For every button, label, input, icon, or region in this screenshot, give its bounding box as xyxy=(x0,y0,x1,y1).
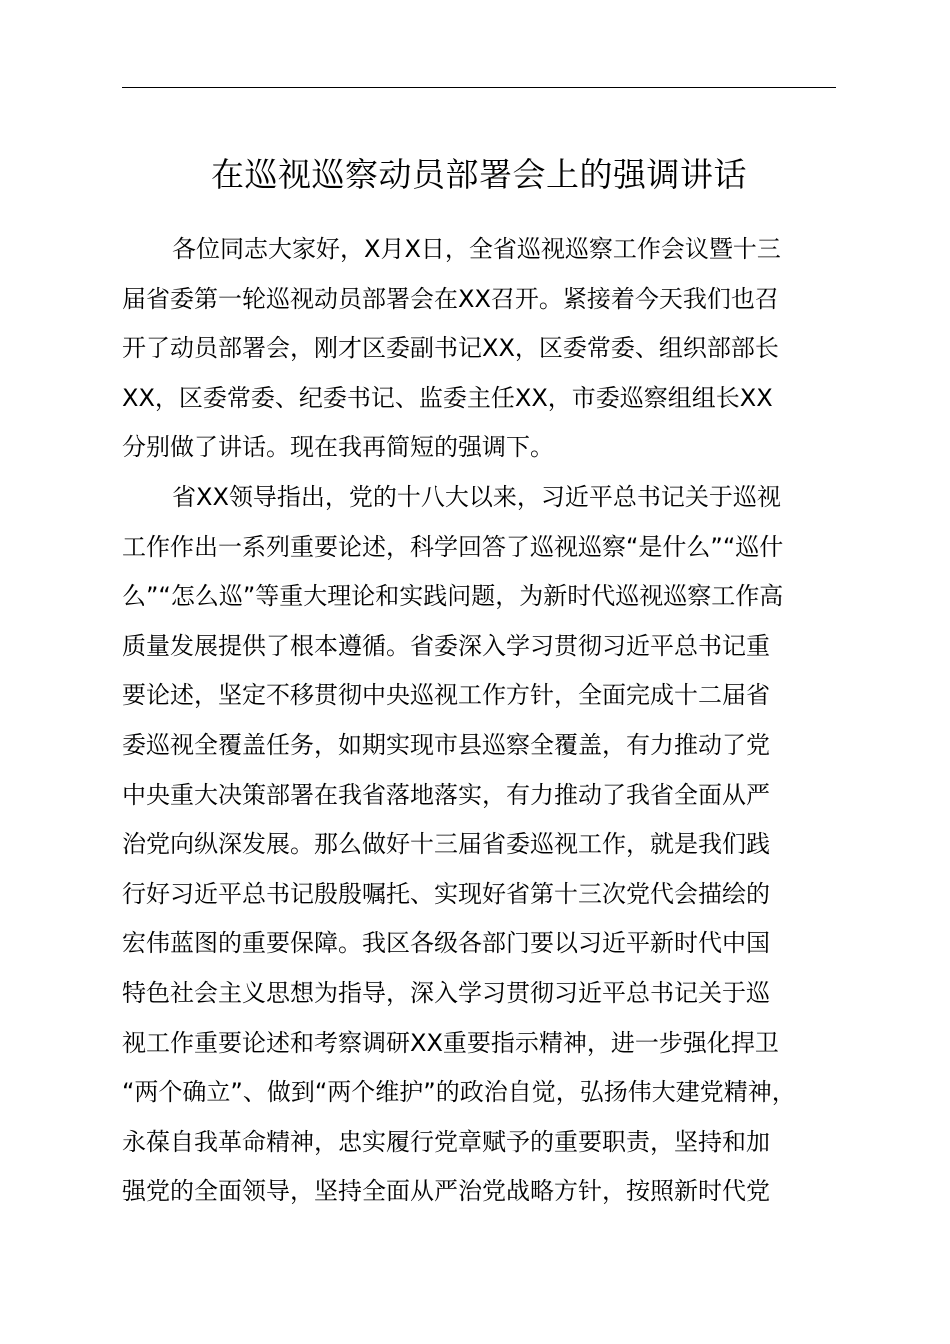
header-rule xyxy=(122,87,836,88)
paragraph-1-line-4: XX，区委常委、纪委书记、监委主任XX，市委巡察组组长XX xyxy=(122,383,773,412)
paragraph-2-line-13: “两个确立”、做到“两个维护”的政治自觉，弘扬伟大建党精神， xyxy=(122,1078,796,1107)
paragraph-1-line-3: 开了动员部署会，刚才区委副书记XX，区委常委、组织部部长 xyxy=(122,334,779,363)
paragraph-2-line-1: 省XX领导指出，党的十八大以来，习近平总书记关于巡视 xyxy=(172,482,781,511)
paragraph-2-line-2: 工作作出一系列重要论述，科学回答了巡视巡察“是什么”“巡什 xyxy=(122,532,784,561)
paragraph-2-line-14: 永葆自我革命精神，忠实履行党章赋予的重要职责，坚持和加 xyxy=(122,1127,770,1156)
document-title: 在巡视巡察动员部署会上的强调讲话 xyxy=(211,155,747,194)
paragraph-2-line-9: 行好习近平总书记殷殷嘱托、实现好省第十三次党代会描绘的 xyxy=(122,879,770,908)
paragraph-1-line-1: 各位同志大家好，X月X日，全省巡视巡察工作会议暨十三 xyxy=(172,235,781,263)
paragraph-2-line-6: 委巡视全覆盖任务，如期实现市县巡察全覆盖，有力推动了党 xyxy=(122,730,770,759)
paragraph-2-line-10: 宏伟蓝图的重要保障。我区各级各部门要以习近平新时代中国 xyxy=(122,929,770,958)
paragraph-2-line-5: 要论述，坚定不移贯彻中央巡视工作方针，全面完成十二届省 xyxy=(122,681,770,710)
paragraph-2-line-4: 质量发展提供了根本遵循。省委深入学习贯彻习近平总书记重 xyxy=(122,631,770,660)
paragraph-1-line-2: 届省委第一轮巡视动员部署会在XX召开。紧接着今天我们也召 xyxy=(122,284,779,313)
paragraph-2-line-3: 么”“怎么巡”等重大理论和实践问题，为新时代巡视巡察工作高 xyxy=(122,582,784,611)
paragraph-2-line-12: 视工作重要论述和考察调研XX重要指示精神，进一步强化捍卫 xyxy=(122,1028,779,1057)
paragraph-2-line-11: 特色社会主义思想为指导，深入学习贯彻习近平总书记关于巡 xyxy=(122,978,770,1007)
paragraph-2-line-8: 治党向纵深发展。那么做好十三届省委巡视工作，就是我们践 xyxy=(122,830,770,859)
paragraph-2-line-15: 强党的全面领导，坚持全面从严治党战略方针，按照新时代党 xyxy=(122,1177,770,1206)
paragraph-1-line-5: 分别做了讲话。现在我再简短的强调下。 xyxy=(122,433,554,462)
document-body xyxy=(122,225,862,1217)
paragraph-2-line-7: 中央重大决策部署在我省落地落实，有力推动了我省全面从严 xyxy=(122,780,770,809)
